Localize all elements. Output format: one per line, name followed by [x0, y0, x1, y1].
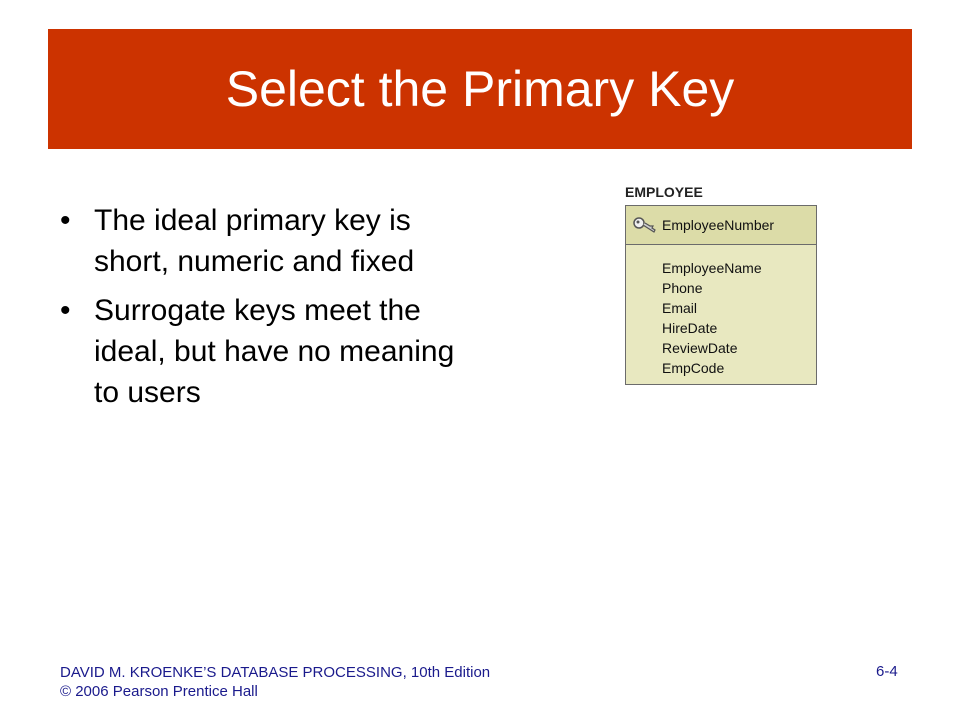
attribute-item: Email	[662, 300, 698, 316]
attribute-item: EmpCode	[662, 360, 725, 376]
footer-copyright: © 2006 Pearson Prentice Hall	[60, 683, 258, 700]
bullet-text: The ideal primary key is short, numeric and fixed	[94, 204, 415, 278]
attribute-list	[662, 258, 762, 378]
bullet-item	[60, 290, 460, 413]
footer-book-title: DAVID M. KROENKE’S DATABASE PROCESSING, 10th Edition	[60, 664, 491, 681]
primary-key-field: EmployeeNumber	[662, 217, 775, 233]
table-name: EMPLOYEE	[625, 184, 703, 200]
bullet-text: Surrogate keys meet the ideal, but have no meaning to users	[94, 294, 455, 409]
attribute-item: HireDate	[662, 320, 718, 336]
title-bar	[48, 29, 912, 149]
primary-key-row	[626, 206, 816, 245]
bullet-item	[60, 200, 460, 282]
slide-title: Select the Primary Key	[225, 61, 735, 117]
footer-credits	[60, 663, 490, 701]
bullet-list	[60, 200, 460, 421]
bullet-marker: •	[60, 204, 71, 237]
attribute-item: EmployeeName	[662, 260, 762, 276]
page-number: 6-4	[876, 663, 898, 680]
attribute-item: Phone	[662, 280, 703, 296]
key-icon	[633, 216, 657, 234]
bullet-marker: •	[60, 294, 71, 327]
attribute-item: ReviewDate	[662, 340, 738, 356]
employee-entity-box	[625, 205, 817, 385]
